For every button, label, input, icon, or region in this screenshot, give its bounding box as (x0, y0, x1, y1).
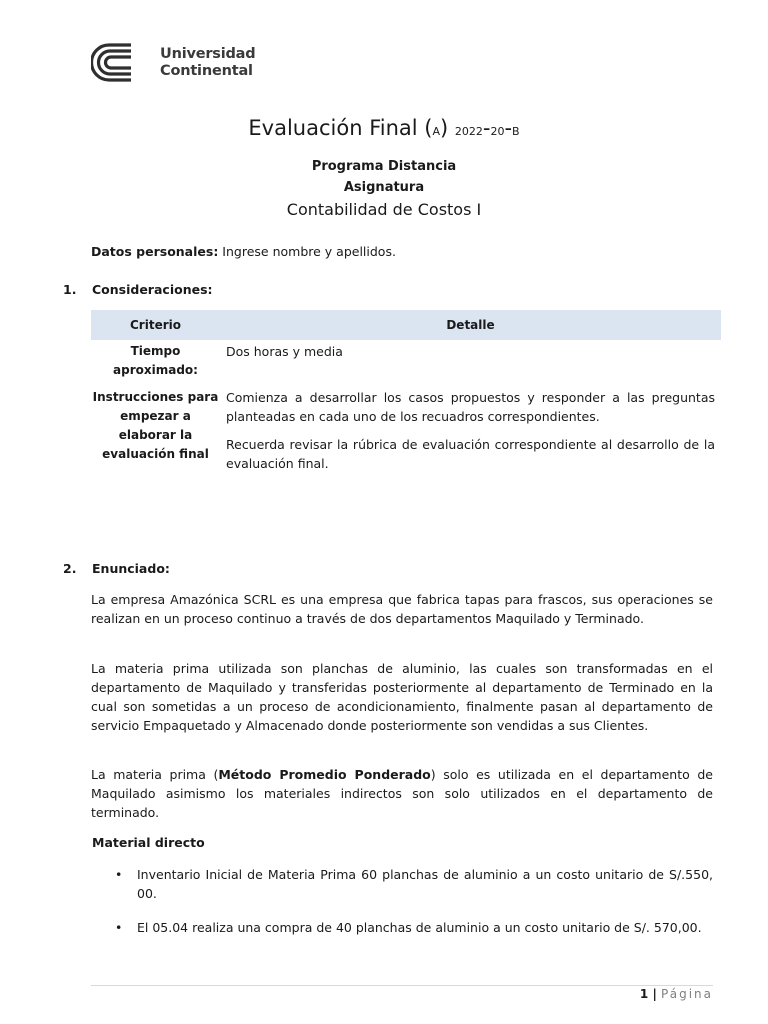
table-header-row (91, 310, 721, 340)
footer-divider (91, 985, 713, 986)
term-code: 20 (490, 125, 505, 138)
header-detalle: Detalle (446, 318, 495, 332)
row-detalle: Dos horas y media (226, 344, 343, 359)
personal-data-text: Ingrese nombre y apellidos. (218, 244, 396, 259)
logo-line-1: Universidad (160, 46, 256, 62)
subject-label: Asignatura (343, 180, 425, 195)
header-criterio: Criterio (130, 318, 181, 332)
title-main: Evaluación Final ( (248, 116, 433, 140)
list-item (91, 865, 713, 903)
term-dash-2: - (504, 116, 513, 140)
material-list (91, 865, 713, 937)
logo-line-2: Continental (160, 63, 253, 79)
term-dash-1: - (482, 116, 491, 140)
statement-paragraph-3 (91, 765, 713, 822)
personal-data (91, 242, 396, 261)
material-heading: Material directo (92, 835, 205, 850)
section-1-number: 1. (63, 282, 77, 297)
title-version: A (432, 125, 440, 138)
list-item-text: El 05.04 realiza una compra de 40 planchas de aluminio a un costo unitario de S/. 570,00. (137, 920, 702, 935)
section-2-number: 2. (63, 561, 77, 576)
list-item (91, 918, 713, 937)
considerations-table (91, 310, 721, 473)
table-row (91, 342, 721, 388)
course-name: Contabilidad de Costos I (286, 200, 482, 219)
detalle-paragraph: Comienza a desarrollar los casos propuestos y responder a las preguntas planteadas en cada uno de los recuadros correspondientes. (226, 390, 715, 424)
bullet-icon: • (115, 867, 123, 882)
p3-bold: Método Promedio Ponderado (218, 767, 431, 782)
detalle-paragraph: Recuerda revisar la rúbrica de evaluación correspondiente al desarrollo de la evaluación final. (226, 437, 715, 471)
section-2-title: Enunciado: (92, 561, 170, 576)
bullet-icon: • (115, 920, 123, 935)
page-label: Página (661, 987, 713, 1001)
logo-mark-icon (91, 42, 153, 84)
personal-data-label: Datos personales: (91, 244, 219, 259)
statement-paragraph-2: La materia prima utilizada son planchas de aluminio, las cuales son transformadas en el departamento de Maquilado y transferidas posteriormente al departamento de Terminado en la cual son sometidas a un proceso de acondicionamiento, finalmente pasan al departamento de servicio Empaquetado y Almacenado donde posteriormente son vendidas a sus Clientes. (91, 661, 713, 733)
title-close: ) (440, 116, 449, 140)
page-number: 1 (639, 987, 649, 1001)
section-1-title: Consideraciones: (92, 282, 213, 297)
table-row (91, 388, 721, 473)
page-footer (640, 987, 713, 1001)
term-year: 2022 (454, 125, 483, 138)
program-label: Programa Distancia (311, 159, 457, 174)
term-letter: B (512, 125, 520, 138)
page-title (0, 116, 768, 140)
row-detalle (220, 388, 721, 473)
university-logo (91, 42, 255, 84)
statement-paragraph-1: La empresa Amazónica SCRL es una empresa que fabrica tapas para frascos, sus operaciones se realizan en un proceso continuo a través de dos departamentos Maquilado y Terminado. (91, 592, 713, 626)
p3-post: ) solo es utilizada en el departamento de Maquilado asimismo los materiales indirectos son solo utilizados en el departamento de terminado. (91, 767, 713, 820)
p3-pre: La materia prima ( (91, 767, 219, 782)
row-criterio: Instrucciones para empezar a elaborar la evaluación final (92, 390, 219, 461)
footer-separator: | (648, 987, 662, 1001)
list-item-text: Inventario Inicial de Materia Prima 60 planchas de aluminio a un costo unitario de S/.550, 00. (137, 867, 713, 901)
row-criterio: Tiempo aproximado: (113, 344, 198, 377)
